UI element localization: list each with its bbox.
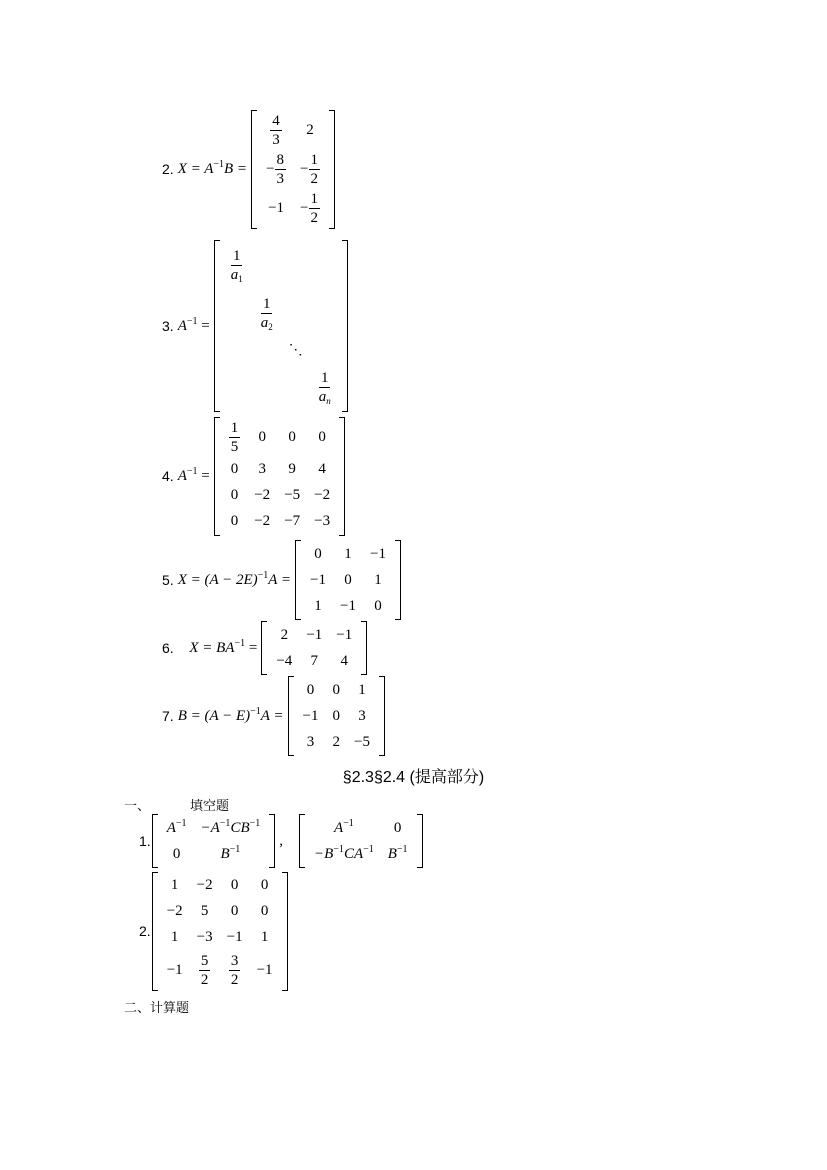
result-matrix (152, 872, 288, 991)
matrix-entry: 7 (310, 652, 319, 669)
matrix-entry: 0 (314, 545, 322, 562)
block-inverse-upper (152, 814, 276, 868)
matrix-entry (252, 241, 282, 289)
matrix-entry (259, 111, 293, 150)
matrix-entry: −5 (354, 733, 370, 750)
matrix-entry: −1 (336, 626, 353, 643)
matrix-entry: −1 (310, 571, 327, 588)
fill-answer-1 (139, 816, 427, 866)
matrix-entry: 1 (344, 545, 352, 562)
matrix-entry: −4 (276, 652, 293, 669)
matrix-entry: 0 (332, 707, 341, 724)
matrix-entry: 1 (170, 929, 179, 945)
matrix-entry: −2 (254, 513, 271, 529)
matrix-entry: 0 (260, 903, 269, 919)
matrix-entry: $A^{-1}$ (166, 817, 187, 836)
matrix-entry: −1 (302, 707, 319, 724)
separator: , (279, 832, 283, 849)
matrix-entry: $\frac{1}{a_n}$ (318, 369, 331, 406)
matrix-entry: −2 (196, 877, 213, 893)
equation-lhs: $X = A^{-1}B$ = (177, 158, 248, 177)
matrix-entry: 0 (172, 845, 181, 862)
matrix-entry: 2 (306, 121, 314, 138)
matrix-entry: 0 (260, 877, 269, 893)
matrix-entry: −3 (196, 929, 213, 945)
item-number: 2. (162, 161, 174, 177)
matrix-entry: −2 (254, 487, 271, 503)
matrix-entry: 0 (332, 681, 341, 698)
matrix-entry: $\frac{1}{a_2}$ (260, 295, 273, 332)
item-number: 7. (162, 708, 174, 724)
matrix-entry: 0 (393, 819, 402, 836)
result-matrix (261, 621, 367, 675)
matrix-entry (222, 289, 252, 337)
equation-lhs: $X = BA^{-1}$ = (189, 637, 258, 656)
matrix-entry: $\frac{1}{5}$ (230, 419, 239, 455)
item-number: 6. (162, 640, 186, 656)
matrix-entry: − $\frac{1}{2}$ (300, 190, 318, 226)
answer-item-4 (162, 418, 349, 534)
matrix-entry: 1 (170, 877, 179, 893)
section-heading: §2.3§2.4 (提高部分) (342, 769, 485, 786)
matrix-entry (310, 289, 340, 337)
matrix-entry: − $\frac{8}{3}$ (266, 151, 285, 187)
equation-lhs: $A^{-1}$ = (177, 465, 210, 484)
matrix-entry (282, 289, 310, 337)
matrix-entry: 0 (230, 513, 239, 529)
answer-item-5 (162, 543, 405, 617)
matrix-entry (252, 337, 282, 363)
answer-item-6 (162, 623, 371, 673)
matrix-entry: −2 (314, 487, 331, 503)
equation-lhs: $B = (A - E)^{-1}A$ = (177, 705, 284, 724)
item-number: 1. (139, 833, 151, 849)
answer-item-3 (162, 242, 352, 410)
fraction: $\frac{4}{3}$ (272, 112, 280, 148)
matrix-entry (282, 337, 310, 363)
matrix-entry (282, 241, 310, 289)
matrix-entry: 0 (230, 903, 239, 919)
answer-item-7 (162, 679, 389, 753)
answer-item-2 (162, 103, 339, 235)
matrix-entry: −5 (284, 487, 301, 503)
result-matrix (251, 110, 335, 229)
part-two-title: 二、计算题 (124, 1001, 190, 1016)
matrix-entry: 4 (340, 652, 349, 669)
matrix-entry: −1 (226, 929, 243, 945)
part-one-number: 一、 (124, 799, 151, 814)
matrix-entry: 0 (288, 428, 296, 445)
matrix-entry: −1 (369, 545, 386, 562)
matrix-entry: $-B^{-1}CA^{-1}$ (314, 843, 374, 862)
matrix-entry: −2 (166, 903, 183, 919)
equation-lhs: $X = (A - 2E)^{-1}A$ = (177, 569, 292, 588)
matrix-entry: 1 (260, 929, 269, 945)
matrix-entry: 2 (332, 733, 341, 750)
matrix-entry: $\frac{1}{a_1}$ (230, 247, 243, 284)
result-matrix (288, 676, 385, 756)
matrix-entry: 1 (314, 597, 322, 614)
matrix-entry: $\frac{3}{2}$ (230, 952, 239, 988)
matrix-entry: −1 (340, 597, 356, 614)
matrix-entry: − $\frac{1}{2}$ (300, 151, 318, 187)
matrix-entry: 0 (230, 461, 239, 477)
matrix-entry: 1 (374, 571, 382, 588)
matrix-entry: 5 (200, 903, 209, 919)
block-inverse-lower (299, 814, 423, 868)
matrix-entry: $B^{-1}$ (220, 843, 241, 862)
matrix-entry: $B^{-1}$ (387, 843, 408, 862)
matrix-entry: 3 (358, 707, 366, 724)
matrix-entry (310, 241, 340, 289)
matrix-entry: $\frac{5}{2}$ (200, 952, 209, 988)
diagonal-matrix (214, 240, 348, 412)
matrix-entry: 1 (358, 681, 366, 698)
matrix-entry: 0 (230, 877, 239, 893)
matrix-entry (310, 337, 340, 363)
matrix-entry: 3 (258, 461, 266, 477)
matrix-entry: 2 (280, 626, 289, 643)
matrix-entry: 3 (306, 733, 315, 750)
matrix-entry: −3 (314, 513, 331, 529)
result-matrix (295, 540, 401, 620)
matrix-entry: $-A^{-1}CB^{-1}$ (200, 817, 261, 836)
matrix-entry: 0 (344, 571, 352, 588)
matrix-entry: −1 (256, 961, 273, 978)
matrix-entry: −1 (268, 199, 285, 216)
matrix-entry: 0 (258, 428, 266, 445)
fill-answer-2 (139, 872, 292, 990)
equation-lhs: $A^{-1}$ = (177, 315, 210, 334)
matrix-entry: −7 (284, 513, 301, 529)
item-number: 2. (139, 923, 151, 939)
matrix-entry: 9 (288, 461, 296, 477)
inverse-matrix (214, 417, 345, 536)
item-number: 4. (162, 468, 174, 484)
item-number: 3. (162, 318, 174, 334)
matrix-entry: 0 (230, 487, 239, 503)
matrix-entry (282, 363, 310, 411)
matrix-entry: −1 (306, 626, 323, 643)
matrix-entry: $A^{-1}$ (333, 817, 354, 836)
matrix-entry: 4 (318, 461, 326, 477)
part-one-title: 填空题 (190, 799, 230, 814)
matrix-entry: −1 (166, 961, 183, 978)
matrix-entry (252, 363, 282, 411)
matrix-entry (222, 363, 252, 411)
matrix-entry: 0 (306, 681, 315, 698)
diagonal-dots: ⋱ (288, 342, 303, 358)
matrix-entry: 0 (374, 597, 382, 614)
matrix-entry (222, 337, 252, 363)
matrix-entry: 0 (318, 428, 326, 445)
item-number: 5. (162, 572, 174, 588)
